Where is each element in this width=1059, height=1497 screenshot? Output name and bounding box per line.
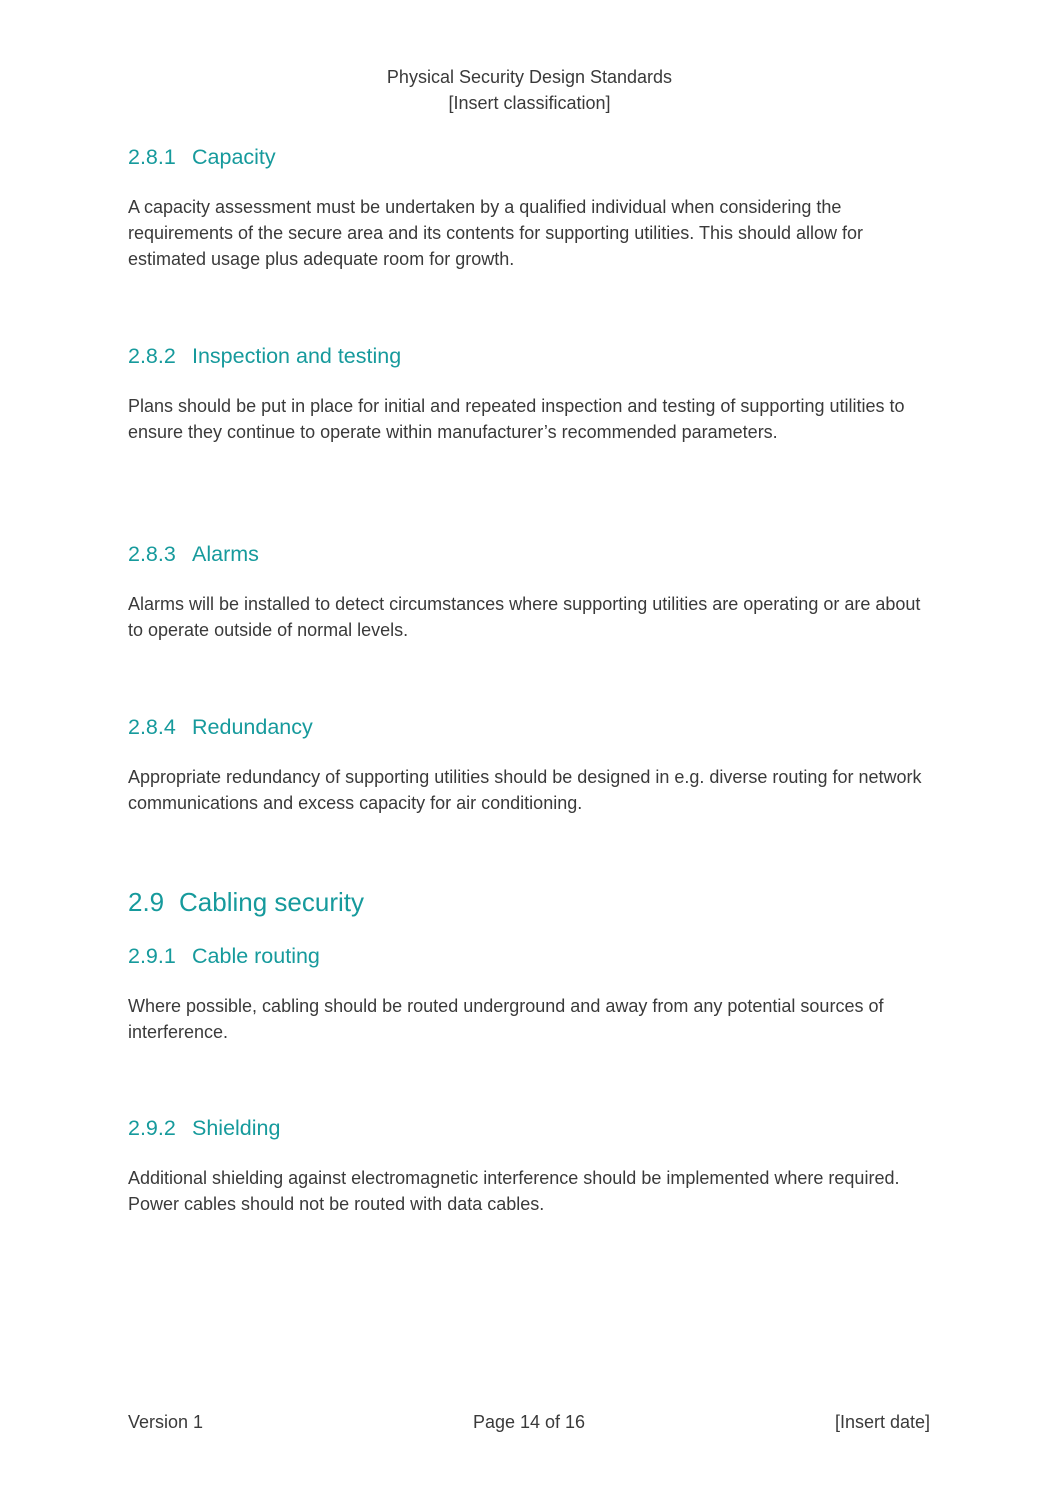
section-2-8-3-body [128,591,933,643]
section-2-8-1 [128,143,933,171]
paragraph: Additional shielding against electromagnetic interference should be implemented where required. Power cables should not be routed with data cables. [128,1168,910,1214]
section-title: Cabling security [179,887,364,917]
section-number: 2.9.1 [128,944,176,968]
section-heading [128,143,933,171]
section-heading [128,1114,933,1142]
section-title: Inspection and testing [192,344,402,368]
section-heading [128,540,933,568]
section-title: Capacity [192,145,276,169]
section-heading [128,942,933,970]
section-2-9-1-body [128,993,933,1045]
section-title: Cable routing [192,944,320,968]
section-2-8-4-body [128,764,933,816]
section-2-9 [128,886,933,918]
section-number: 2.8.2 [128,344,176,368]
section-2-8-2-body [128,393,933,445]
page-header [0,64,1059,116]
paragraph: Where possible, cabling should be routed underground and away from any potential sources of interference. [128,996,884,1042]
paragraph: A capacity assessment must be undertaken by a qualified individual when considering the requirements of the secure area and its contents for supporting utilities. This should allow for estimated usage plus adequate room for growth. [128,197,864,269]
section-2-9-1 [128,942,933,970]
section-number: 2.8.3 [128,542,176,566]
section-number: 2.9.2 [128,1116,176,1140]
classification-label: [Insert classification] [448,93,611,113]
page-number: Page 14 of 16 [472,1412,586,1432]
version-label: Version 1 [128,1412,204,1432]
section-2-9-2-body [128,1165,933,1217]
document-title: Physical Security Design Standards [386,67,673,87]
section-heading-major [128,886,933,918]
section-2-8-2 [128,342,933,370]
date-label: [Insert date] [834,1412,930,1432]
section-title: Shielding [192,1116,281,1140]
section-title: Redundancy [192,715,313,739]
paragraph: Appropriate redundancy of supporting utilities should be designed in e.g. diverse routing for network communications and excess capacity for air conditioning. [128,767,922,813]
section-2-8-1-body [128,194,933,272]
section-heading [128,342,933,370]
paragraph: Plans should be put in place for initial and repeated inspection and testing of supporting utilities to ensure they continue to operate within manufacturer’s recommended parameters. [128,396,905,442]
section-number: 2.8.4 [128,715,176,739]
section-number: 2.8.1 [128,145,176,169]
section-2-8-3 [128,540,933,568]
paragraph: Alarms will be installed to detect circumstances where supporting utilities are operating or are about to operate outside of normal levels. [128,594,921,640]
section-title: Alarms [192,542,259,566]
section-heading [128,713,933,741]
section-2-9-2 [128,1114,933,1142]
section-number: 2.9 [128,887,165,917]
page-footer [128,1409,930,1435]
section-2-8-4 [128,713,933,741]
